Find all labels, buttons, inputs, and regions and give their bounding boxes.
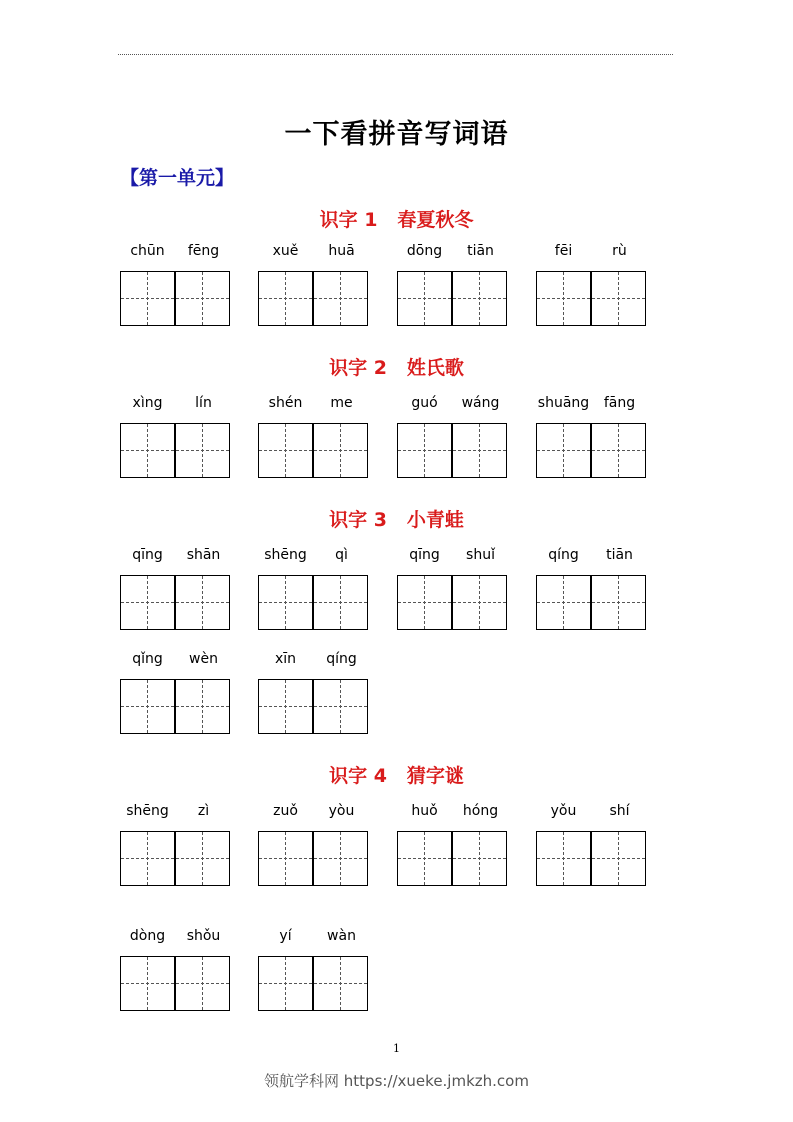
tianzige-writing-cell[interactable] — [120, 575, 175, 630]
tianzige-writing-cell[interactable] — [591, 423, 646, 478]
tianzige-writing-cell[interactable] — [452, 575, 507, 630]
page-number: 1 — [393, 1042, 400, 1055]
section-title: 识字 4 猜字谜 — [329, 765, 464, 787]
tianzige-writing-cell[interactable] — [120, 423, 175, 478]
tianzige-writing-cell[interactable] — [258, 271, 313, 326]
pinyin-label: me — [330, 395, 353, 411]
tianzige-writing-cell[interactable] — [258, 423, 313, 478]
word-item — [536, 547, 647, 631]
tianzige-writing-cell[interactable] — [175, 956, 230, 1011]
tianzige-writing-cell[interactable] — [536, 271, 591, 326]
word-item — [258, 803, 369, 887]
tianzige-writing-cell[interactable] — [120, 831, 175, 886]
word-item — [120, 395, 231, 479]
word-item — [536, 243, 647, 327]
word-item — [120, 651, 231, 735]
pinyin-label: shēng — [264, 547, 307, 563]
tianzige-writing-cell[interactable] — [536, 831, 591, 886]
pinyin-label: zuǒ — [273, 803, 298, 819]
tianzige-writing-cell[interactable] — [120, 271, 175, 326]
section-title: 识字 2 姓氏歌 — [329, 357, 464, 379]
tianzige-writing-cell[interactable] — [313, 679, 368, 734]
pinyin-label: lín — [195, 395, 212, 411]
pinyin-label: shuǐ — [466, 547, 495, 563]
pinyin-label: shǒu — [186, 928, 221, 944]
word-item — [120, 547, 231, 631]
pinyin-label: xīn — [274, 651, 297, 667]
tianzige-writing-cell[interactable] — [313, 831, 368, 886]
tianzige-writing-cell[interactable] — [175, 423, 230, 478]
tianzige-writing-cell[interactable] — [397, 271, 452, 326]
pinyin-label: shuāng — [537, 395, 590, 411]
pinyin-label: rù — [612, 243, 627, 259]
word-item — [258, 547, 369, 631]
pinyin-label: tiān — [606, 547, 633, 563]
tianzige-writing-cell[interactable] — [313, 271, 368, 326]
footer-watermark: 领航学科网 https://xueke.jmkzh.com — [264, 1072, 529, 1090]
pinyin-label: chūn — [130, 243, 165, 259]
tianzige-writing-cell[interactable] — [452, 423, 507, 478]
tianzige-writing-cell[interactable] — [452, 831, 507, 886]
pinyin-label: huǒ — [411, 803, 438, 819]
tianzige-writing-cell[interactable] — [313, 423, 368, 478]
tianzige-writing-cell[interactable] — [536, 575, 591, 630]
pinyin-label: qíng — [548, 547, 579, 563]
word-item — [536, 395, 647, 479]
pinyin-label: tiān — [467, 243, 494, 259]
tianzige-writing-cell[interactable] — [452, 271, 507, 326]
tianzige-writing-cell[interactable] — [175, 575, 230, 630]
pinyin-label: dōng — [406, 243, 443, 259]
word-item — [258, 243, 369, 327]
pinyin-label: qīng — [132, 547, 163, 563]
pinyin-label: qīng — [409, 547, 440, 563]
pinyin-label: qíng — [326, 651, 357, 667]
tianzige-writing-cell[interactable] — [591, 575, 646, 630]
pinyin-label: wáng — [461, 395, 500, 411]
word-item — [120, 243, 231, 327]
word-item — [397, 547, 508, 631]
pinyin-label: yí — [279, 928, 292, 944]
tianzige-writing-cell[interactable] — [397, 575, 452, 630]
word-item — [258, 651, 369, 735]
pinyin-label: huā — [328, 243, 355, 259]
word-item — [120, 803, 231, 887]
pinyin-label: guó — [411, 395, 438, 411]
pinyin-label: dòng — [129, 928, 166, 944]
tianzige-writing-cell[interactable] — [397, 423, 452, 478]
tianzige-writing-cell[interactable] — [258, 575, 313, 630]
word-item — [536, 803, 647, 887]
tianzige-writing-cell[interactable] — [313, 956, 368, 1011]
pinyin-label: shén — [268, 395, 303, 411]
page-title: 一下看拼音写词语 — [284, 119, 509, 150]
word-item — [397, 395, 508, 479]
pinyin-label: zì — [197, 803, 210, 819]
pinyin-label: qǐng — [132, 651, 163, 667]
pinyin-label: wèn — [189, 651, 218, 667]
tianzige-writing-cell[interactable] — [536, 423, 591, 478]
word-item — [120, 928, 231, 1012]
word-item — [258, 395, 369, 479]
pinyin-label: yòu — [328, 803, 355, 819]
pinyin-label: yǒu — [550, 803, 577, 819]
unit-heading: 【第一单元】 — [120, 167, 235, 189]
word-item — [397, 803, 508, 887]
pinyin-label: wàn — [327, 928, 356, 944]
tianzige-writing-cell[interactable] — [591, 831, 646, 886]
tianzige-writing-cell[interactable] — [397, 831, 452, 886]
tianzige-writing-cell[interactable] — [313, 575, 368, 630]
section-title: 识字 1 春夏秋冬 — [319, 209, 474, 231]
tianzige-writing-cell[interactable] — [175, 831, 230, 886]
pinyin-label: fēi — [554, 243, 573, 259]
pinyin-label: shān — [186, 547, 221, 563]
tianzige-writing-cell[interactable] — [120, 956, 175, 1011]
word-item — [258, 928, 369, 1012]
pinyin-label: hóng — [462, 803, 499, 819]
tianzige-writing-cell[interactable] — [258, 956, 313, 1011]
pinyin-label: shēng — [126, 803, 169, 819]
top-dotted-rule — [118, 54, 673, 55]
pinyin-label: xuě — [272, 243, 299, 259]
word-item — [397, 243, 508, 327]
pinyin-label: qì — [335, 547, 348, 563]
tianzige-writing-cell[interactable] — [591, 271, 646, 326]
tianzige-writing-cell[interactable] — [120, 679, 175, 734]
section-title: 识字 3 小青蛙 — [329, 509, 464, 531]
tianzige-writing-cell[interactable] — [175, 679, 230, 734]
pinyin-label: fāng — [603, 395, 636, 411]
tianzige-writing-cell[interactable] — [258, 831, 313, 886]
pinyin-label: xìng — [132, 395, 163, 411]
pinyin-label: shí — [609, 803, 630, 819]
tianzige-writing-cell[interactable] — [175, 271, 230, 326]
tianzige-writing-cell[interactable] — [258, 679, 313, 734]
pinyin-label: fēng — [187, 243, 220, 259]
